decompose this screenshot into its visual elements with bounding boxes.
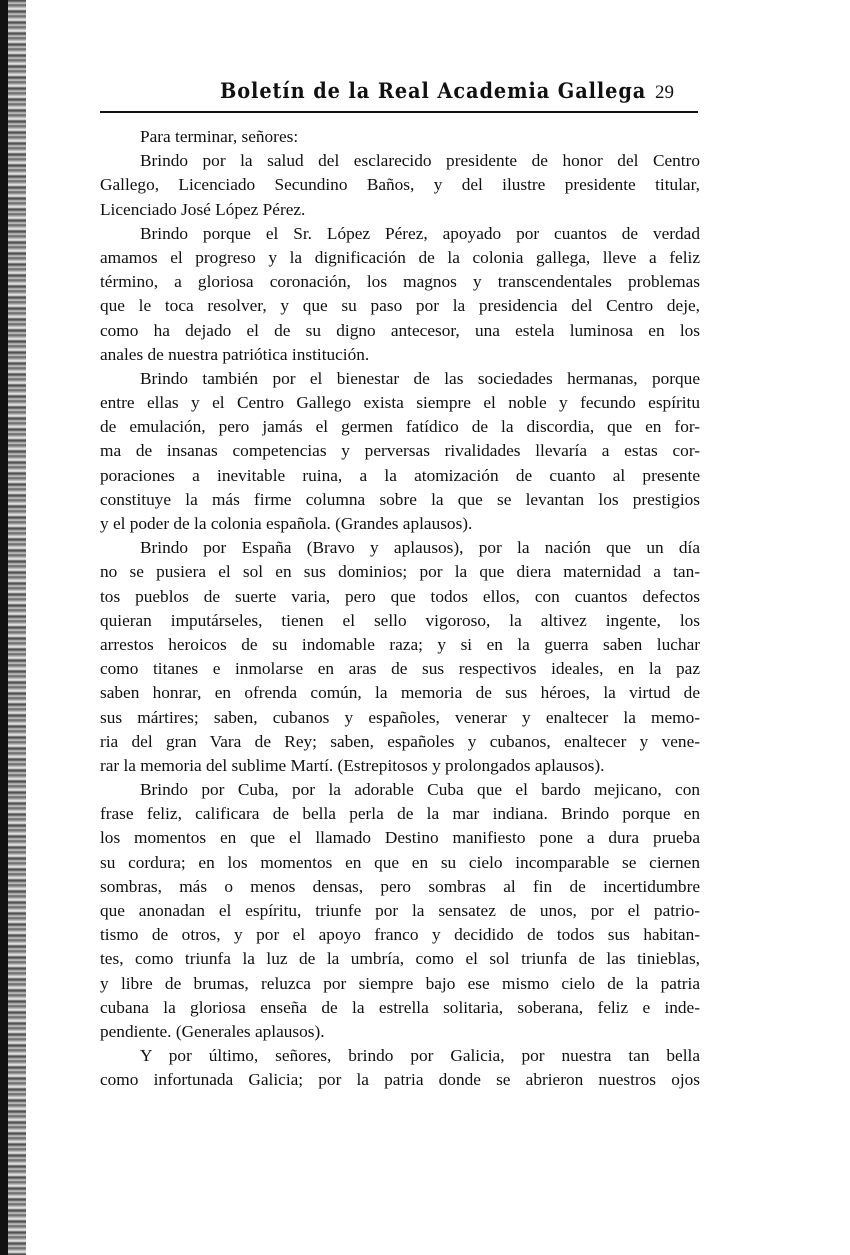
paragraph — [100, 222, 700, 367]
body-text — [100, 125, 700, 1093]
text-line: rar la memoria del sublime Martí. (Estrepitosos y prolongados aplausos). — [100, 755, 605, 775]
running-title: Boletín de la Real Academia Gallega — [220, 78, 647, 103]
text-line: amamos el progreso y la dignificación de la colonia gallega, lleve a feliz — [100, 247, 700, 267]
text-line: Gallego, Licenciado Secundino Baños, y del ilustre presidente titular, — [100, 175, 700, 195]
text-line: que le toca resolver, y que su paso por la presidencia del Centro deje, — [100, 296, 700, 316]
text-line: constituye la más firme columna sobre la que se levantan los prestigios — [100, 489, 700, 509]
text-line: sombras, más o menos densas, pero sombras al fin de incertidumbre — [100, 876, 700, 896]
text-line: tos pueblos de suerte varia, pero que todos ellos, con cuantos defectos — [100, 586, 700, 606]
text-line: que anonadan el espíritu, triunfe por la sensatez de unos, por el patrio- — [100, 901, 700, 920]
page-header — [100, 78, 698, 112]
text-line: Brindo por España (Bravo y aplausos), por la nación que un día — [140, 538, 700, 558]
text-line: anales de nuestra patriótica institución. — [100, 344, 370, 364]
paragraph — [100, 149, 700, 222]
text-line: Brindo porque el Sr. López Pérez, apoyado por cuantos de verdad — [140, 223, 700, 243]
paragraph — [100, 778, 700, 1044]
text-line: Brindo por Cuba, por la adorable Cuba que el bardo mejicano, con — [140, 780, 700, 800]
text-line: sus mártires; saben, cubanos y españoles, venerar y enaltecer la memo- — [100, 707, 700, 727]
paragraph — [100, 367, 700, 536]
text-line: como ha dejado el de su digno antecesor, una estela luminosa en los — [100, 320, 700, 340]
text-line: ria del gran Vara de Rey; saben, españoles y cubanos, enaltecer y vene- — [100, 731, 700, 751]
text-line: Y por último, señores, brindo por Galicia, por nuestra tan bella — [140, 1046, 700, 1066]
text-line: entre ellas y el Centro Gallego exista siempre el noble y fecundo espíritu — [100, 393, 700, 413]
text-line: cubana la gloriosa enseña de la estrella solitaria, soberana, feliz e inde- — [100, 997, 700, 1017]
text-line: y el poder de la colonia española. (Grandes aplausos). — [100, 514, 473, 533]
text-line: quieran imputárseles, tienen el sello vigoroso, la altivez ingente, los — [100, 610, 700, 630]
text-line: saben honrar, en ofrenda común, la memoria de sus héroes, la virtud de — [100, 683, 700, 703]
text-line: de emulación, pero jamás el germen fatídico de la discordia, que en for- — [100, 417, 700, 437]
text-line: arrestos heroicos de su indomable raza; y si en la guerra saben luchar — [100, 634, 700, 654]
text-line: su cordura; en los momentos en que en su cielo incomparable se ciernen — [100, 852, 700, 872]
text-line: frase feliz, calificara de bella perla de la mar indiana. Brindo porque en — [100, 804, 700, 824]
text-line: pendiente. (Generales aplausos). — [100, 1021, 325, 1041]
text-line: Licenciado José López Pérez. — [100, 199, 306, 219]
paragraph — [100, 1044, 700, 1092]
header-rule — [100, 111, 698, 113]
paragraph — [100, 536, 700, 778]
text-line: ma de insanas competencias y perversas rivalidades llevaría a estas cor- — [100, 441, 700, 461]
text-line: Brindo por la salud del esclarecido presidente de honor del Centro — [140, 151, 700, 171]
text-line: no se pusiera el sol en sus dominios; por la que diera maternidad a tan- — [100, 562, 700, 582]
page-number: 29 — [655, 82, 674, 103]
text-line: y libre de brumas, reluzca por siempre bajo ese mismo cielo de la patria — [100, 973, 700, 993]
scan-binding-shadow — [0, 0, 8, 1255]
text-line: tes, como triunfa la luz de la umbría, como el sol triunfa de las tinieblas, — [100, 949, 700, 969]
text-line: tismo de otros, y por el apoyo franco y decidido de todos sus habitan- — [100, 925, 700, 945]
paragraph — [100, 125, 700, 149]
text-line: Brindo también por el bienestar de las sociedades hermanas, porque — [140, 368, 700, 388]
text-line: como titanes e inmolarse en aras de sus respectivos ideales, en la paz — [100, 659, 700, 679]
text-line: los momentos en que el llamado Destino manifiesto pone a dura prueba — [100, 828, 700, 848]
text-line: término, a gloriosa coronación, los magnos y transcendentales problemas — [100, 272, 700, 292]
text-line: Para terminar, señores: — [140, 127, 299, 146]
text-line: como infortunada Galicia; por la patria donde se abrieron nuestros ojos — [100, 1070, 700, 1090]
text-line: poraciones a inevitable ruina, a la atomización de cuanto al presente — [100, 465, 700, 485]
